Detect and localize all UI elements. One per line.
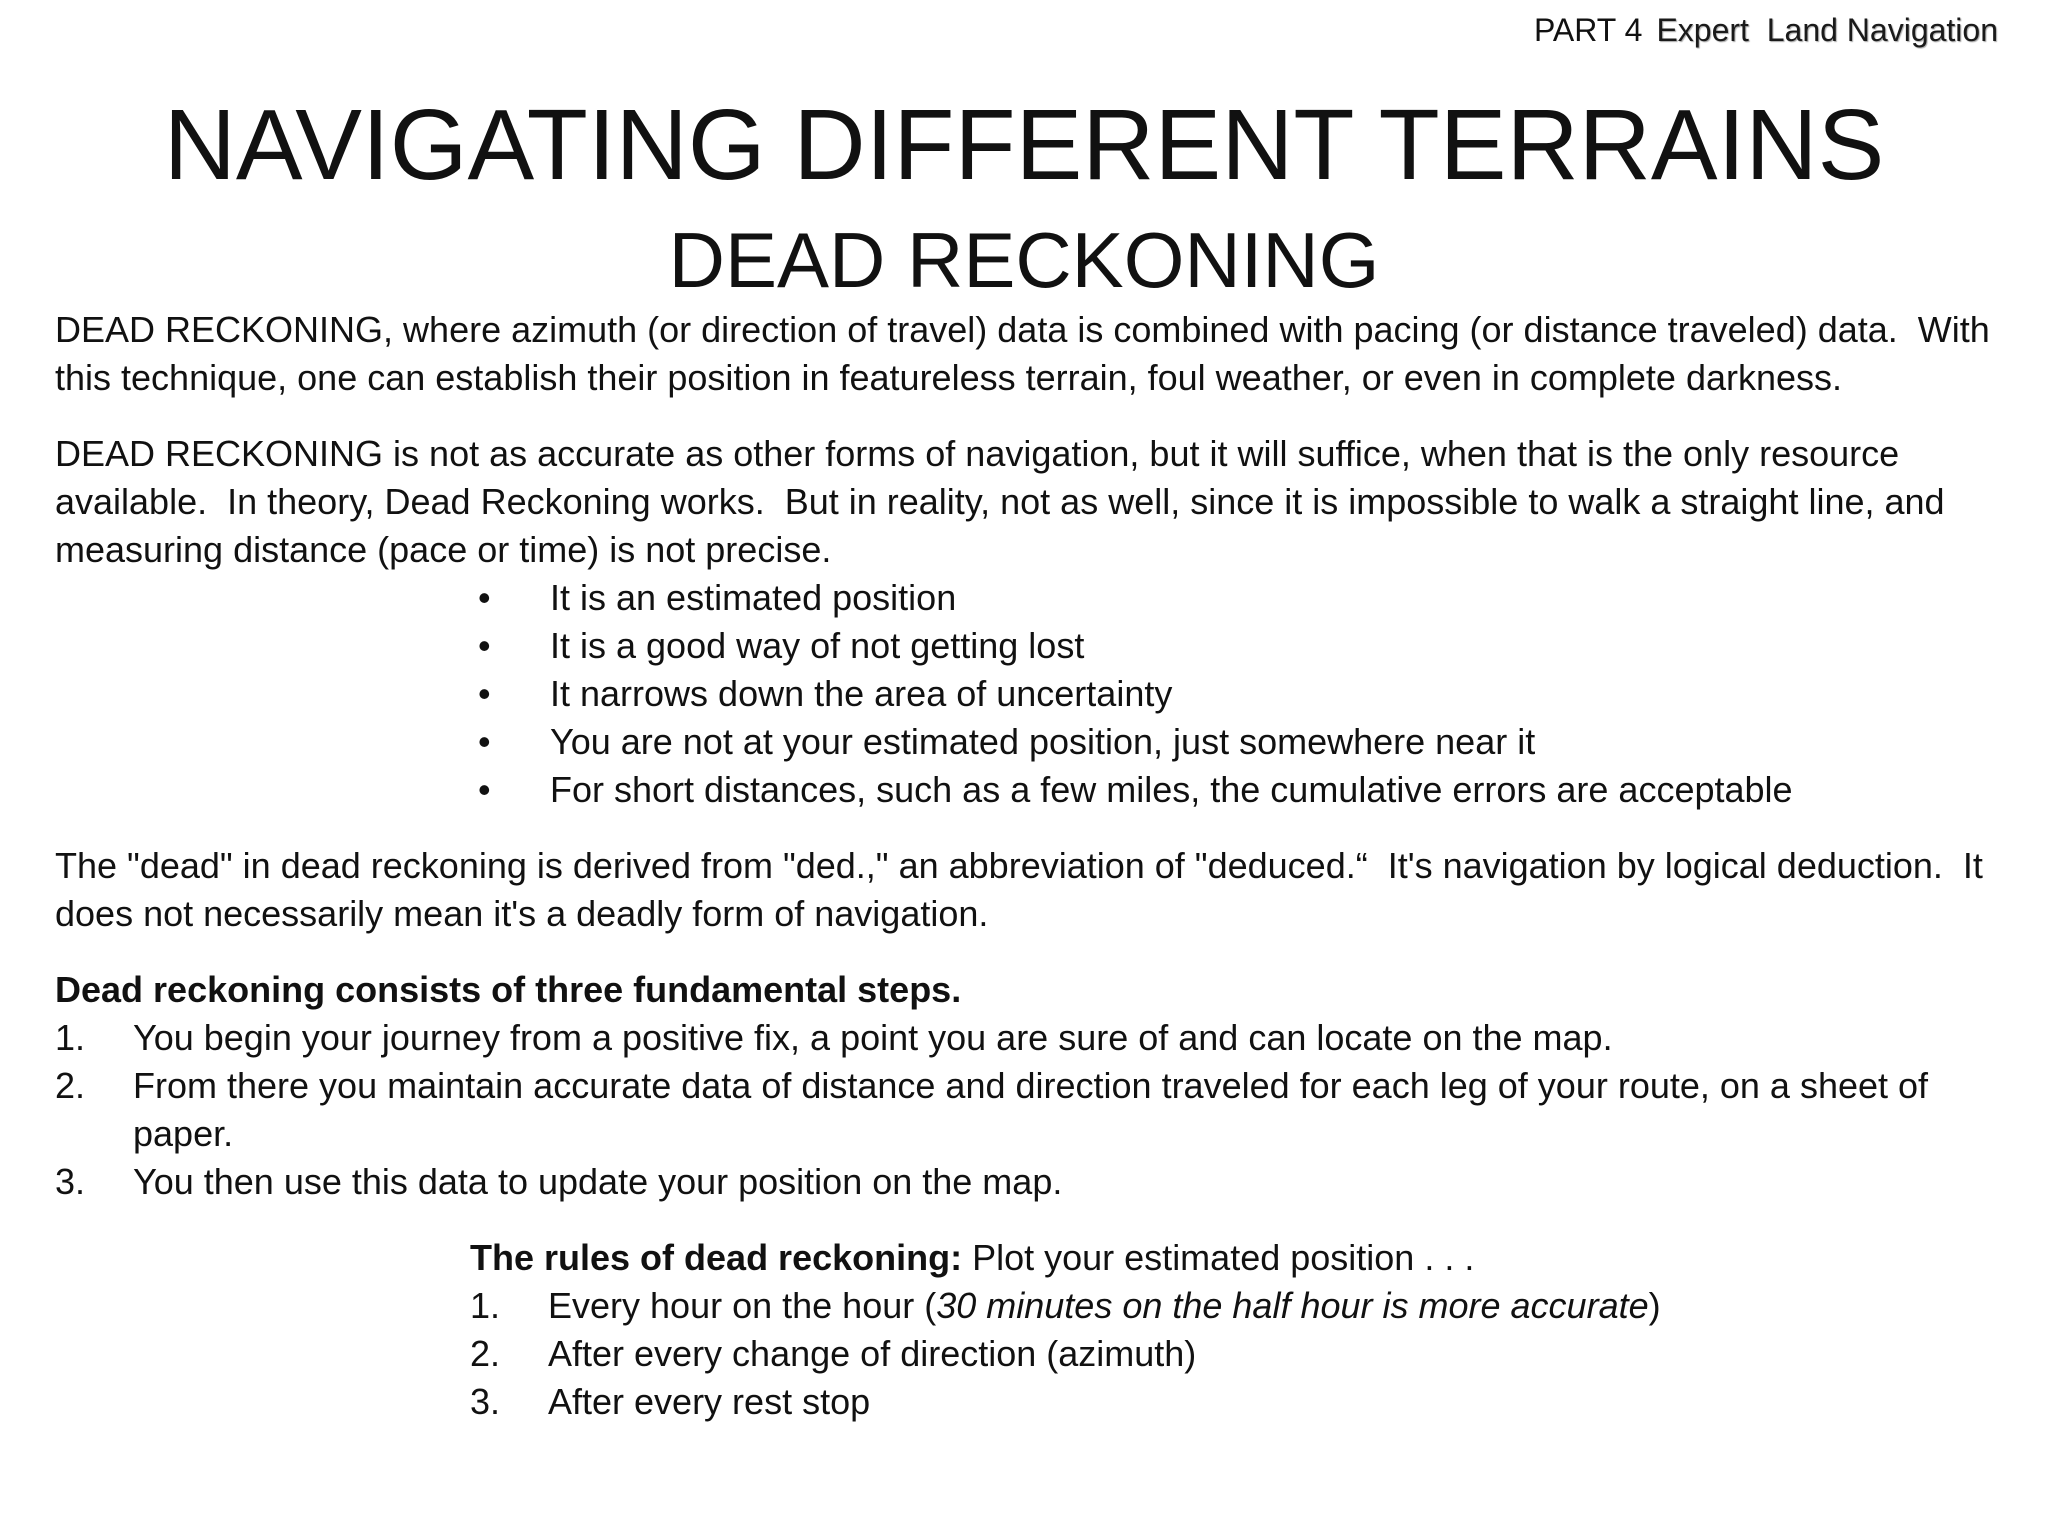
bullet-icon: • [478,625,491,666]
rule-number: 2. [470,1333,501,1374]
list-item-text: You are not at your estimated position, just somewhere near it [550,721,1536,762]
rules-heading-rest: Plot your estimated position . . . [962,1237,1475,1278]
part-label: PART 4 [1533,12,1643,48]
step-number: 2. [55,1065,86,1106]
step-number: 1. [55,1017,86,1058]
rules-heading-bold: The rules of dead reckoning: [470,1237,963,1278]
rule-text: After every change of direction (azimuth) [548,1333,1197,1374]
rule-number: 1. [470,1285,501,1326]
rule-text-pre: Every hour on the hour ( [548,1285,937,1326]
list-item [470,1330,2015,1378]
dead-meaning-paragraph: The "dead" in dead reckoning is derived from "ded.," an abbreviation of "deduced.“ It's navigation by logical deduction. It does not necessarily mean it's a deadly form of navigation. [55,845,1993,934]
course-title: Expert Land Navigation [1656,12,1998,48]
bullet-icon: • [478,673,491,714]
list-item [470,766,2015,814]
step-text: From there you maintain accurate data of distance and direction traveled for each leg of your route, on a sheet of paper. [133,1065,1929,1154]
accuracy-paragraph: DEAD RECKONING is not as accurate as other forms of navigation, but it will suffice, when that is the only resource available. In theory, Dead Reckoning works. But in reality, not as well, since it is impossible to walk a straight line, and measuring distance (pace or time) is not precise. [55,433,1955,570]
page-title: NAVIGATING DIFFERENT TERRAINS [163,89,1885,201]
list-item [470,574,2015,622]
bullet-icon: • [478,577,491,618]
rule-text: After every rest stop [548,1381,871,1422]
rule-text-post: ) [1648,1285,1661,1326]
list-item [470,670,2015,718]
rules-section [470,1234,2015,1426]
rule-text-italic: 30 minutes on the half hour is more accurate [936,1285,1649,1326]
list-item-text: It is an estimated position [550,577,957,618]
list-item-text: It is a good way of not getting lost [550,625,1085,666]
bullet-icon: • [478,769,491,810]
list-item-text: For short distances, such as a few miles, the cumulative errors are acceptable [550,769,1793,810]
step-number: 3. [55,1161,86,1202]
rules-list [470,1282,2015,1426]
step-text: You then use this data to update your position on the map. [133,1161,1063,1202]
intro-paragraph: DEAD RECKONING, where azimuth (or direction of travel) data is combined with pacing (or distance traveled) data. With this technique, one can establish their position in featureless terrain, foul weather, or even in complete darkness. [55,309,2000,398]
characteristics-list [470,574,2015,814]
rules-heading [470,1234,2015,1282]
list-item [470,622,2015,670]
list-item [55,1062,2015,1158]
list-item [470,1282,2015,1330]
rule-number: 3. [470,1381,501,1422]
list-item-text: It narrows down the area of uncertainty [550,673,1173,714]
list-item [55,1158,2015,1206]
list-item [470,718,2015,766]
list-item [470,1378,2015,1426]
steps-heading [55,966,2015,1014]
bullet-icon: • [478,721,491,762]
step-text: You begin your journey from a positive fix, a point you are sure of and can locate on the map. [133,1017,1613,1058]
main-content [55,306,2015,1426]
list-item [55,1014,2015,1062]
page-subtitle: DEAD RECKONING [668,216,1380,304]
page-header [1534,12,1998,49]
steps-heading-text: Dead reckoning consists of three fundamental steps. [55,969,962,1010]
steps-list [55,1014,2015,1206]
